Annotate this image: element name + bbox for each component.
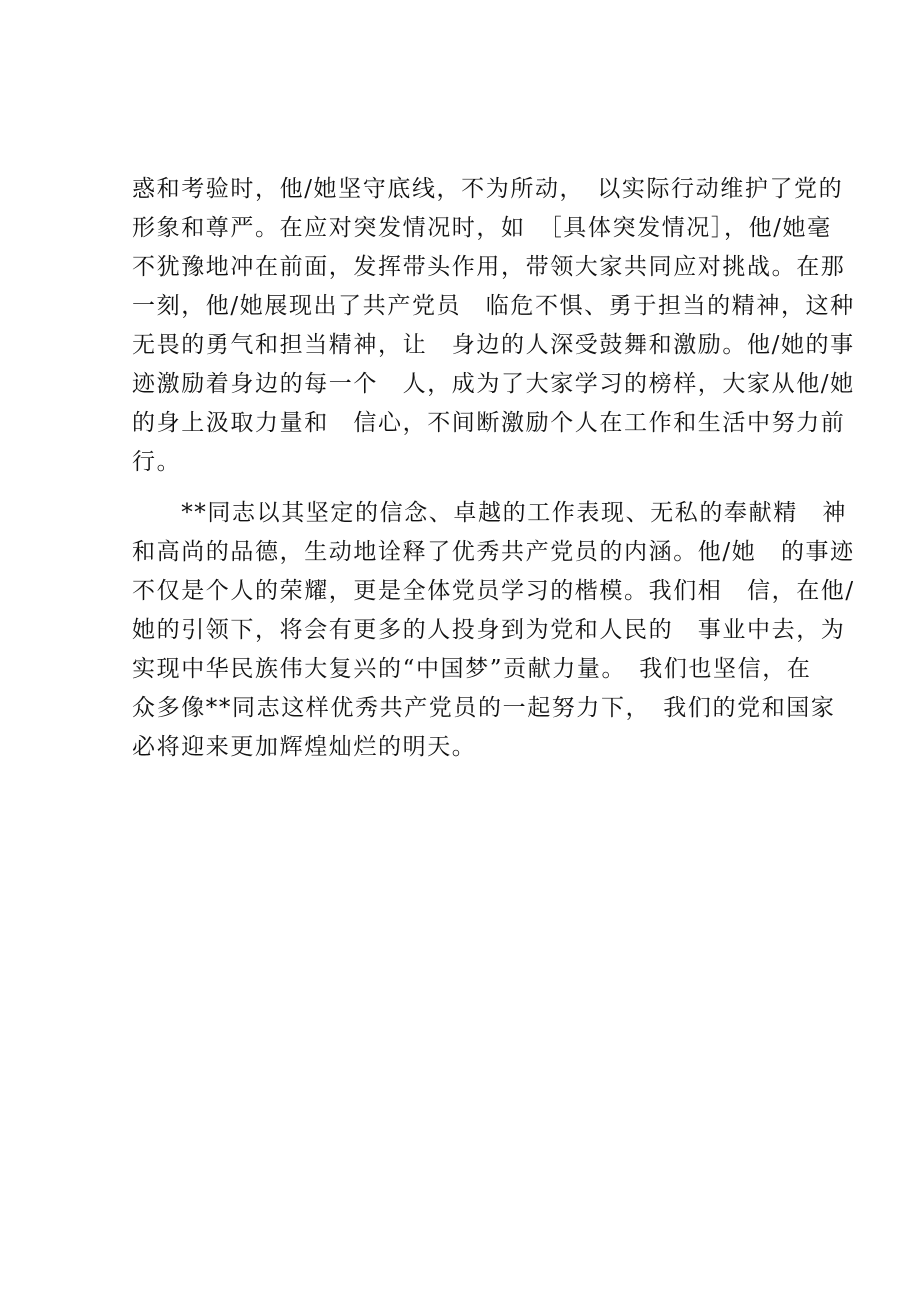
text-line: 无畏的勇气和担当精神，让 身边的人深受鼓舞和激励。他/她的事 <box>132 332 855 358</box>
text-line: 惑和考验时，他/她坚守底线，不为所动， 以实际行动维护了党的 <box>132 176 844 202</box>
text-line: 形象和尊严。在应对突发情况时，如 ［具体突发情况］，他/她毫 <box>132 215 832 241</box>
paragraph-1 <box>132 170 855 482</box>
paragraph-spacer <box>132 482 794 494</box>
text-line: 众多像**同志这样优秀共产党员的一起努力下， 我们的党和国家 <box>132 695 836 721</box>
text-line: 和高尚的品德，生动地诠释了优秀共产党员的内涵。他/她 的事迹 <box>132 539 855 565</box>
text-line: 不仅是个人的荣耀，更是全体党员学习的楷模。我们相 信，在他/ <box>132 578 855 604</box>
text-line: 一刻，他/她展现出了共产党员 临危不惧、勇于担当的精神，这种 <box>132 293 855 319</box>
paragraph-2 <box>132 494 855 767</box>
text-line: 迹激励着身边的每一个 人，成为了大家学习的榜样，大家从他/她 <box>132 371 855 397</box>
text-line: 不犹豫地冲在前面，发挥带头作用，带领大家共同应对挑战。在那 <box>132 254 846 280</box>
text-line: 的身上汲取力量和 信心，不间断激励个人在工作和生活中努力前 <box>132 410 846 436</box>
text-line: **同志以其坚定的信念、卓越的工作表现、无私的奉献精 神 <box>132 500 847 526</box>
text-line: 她的引领下，将会有更多的人投身到为党和人民的 事业中去，为 <box>132 617 846 643</box>
text-line: 实现中华民族伟大复兴的“中国梦”贡献力量。 我们也坚信，在 <box>132 656 812 682</box>
text-line: 行。 <box>132 449 182 475</box>
document-body <box>132 170 855 767</box>
text-line: 必将迎来更加辉煌灿烂的明天。 <box>132 734 477 760</box>
